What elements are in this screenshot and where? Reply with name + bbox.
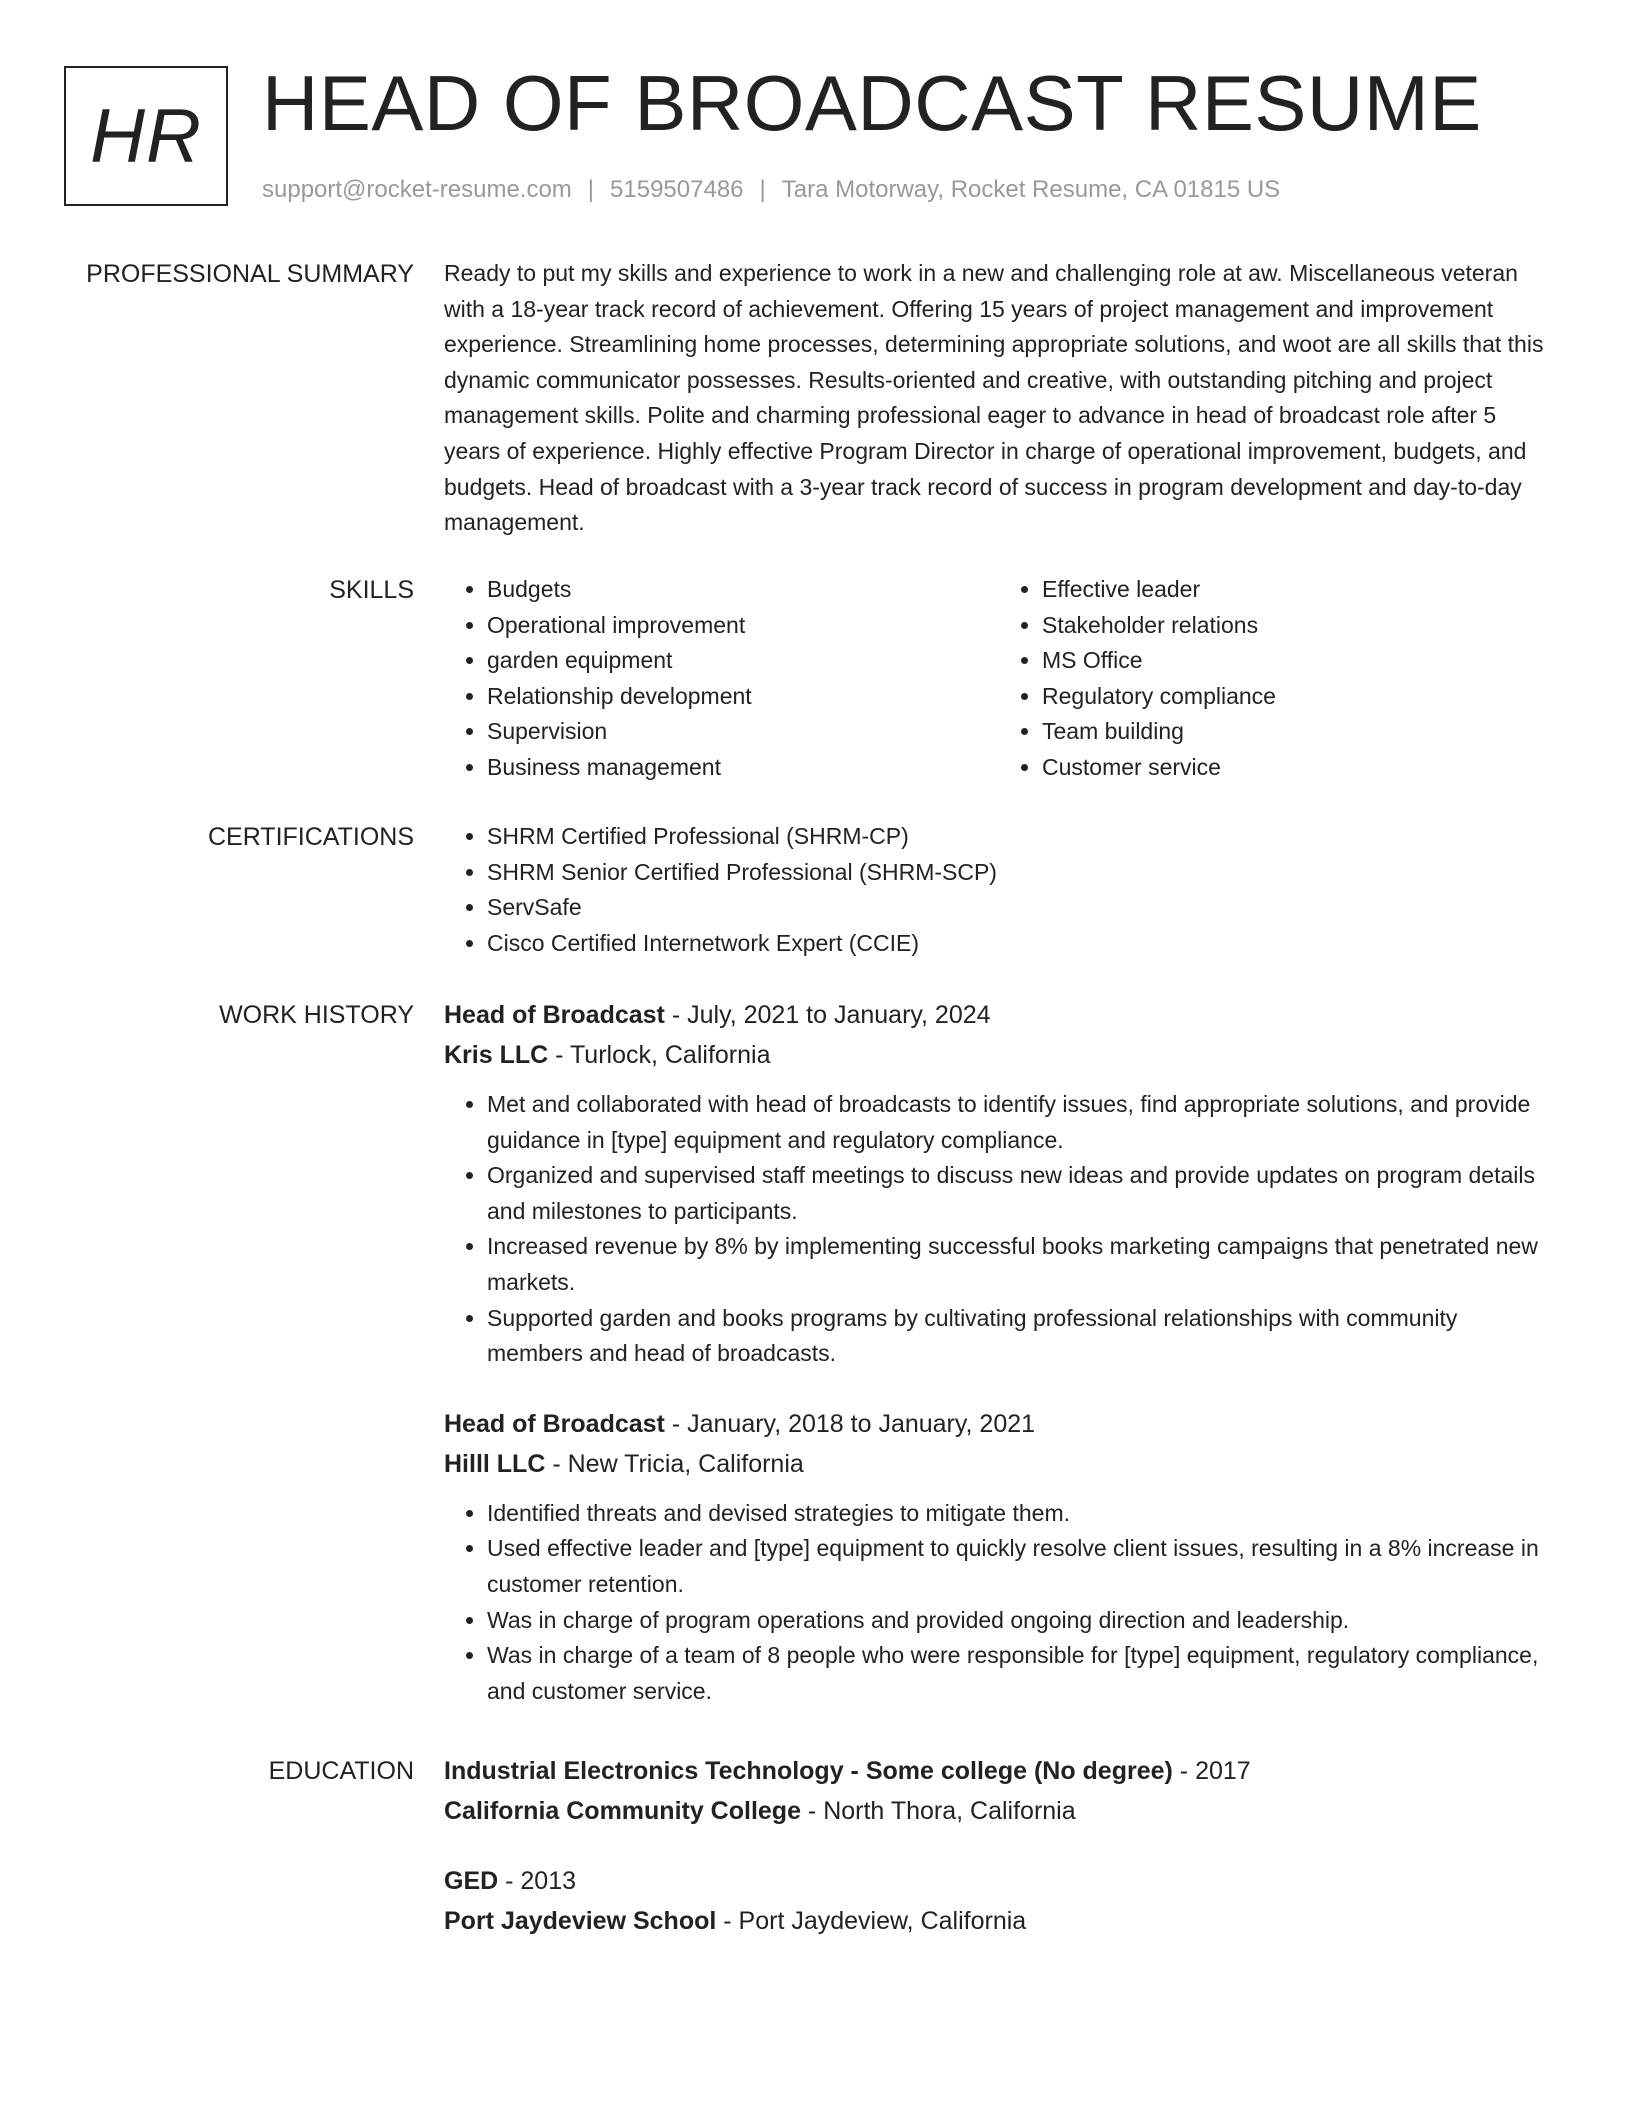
job-company-line (444, 1035, 1554, 1075)
job-dates: - January, 2018 to January, 2021 (664, 1409, 1036, 1438)
certification-item: • Cisco Certified Internetwork Expert (CCIE) (487, 926, 1554, 962)
contact-separator: | (759, 176, 766, 203)
resume-title: HEAD OF BROADCAST RESUME (262, 59, 1482, 147)
monogram-badge: HR (64, 66, 228, 206)
skills-list-left (444, 572, 999, 786)
job-location: - Turlock, California (548, 1041, 771, 1069)
job-title-line (444, 1404, 1554, 1444)
skill-item: • Operational improvement (487, 608, 999, 644)
education-school: California Community College (444, 1797, 801, 1825)
skill-item: • Supervision (487, 714, 999, 750)
job-location: - New Tricia, California (545, 1449, 804, 1478)
job-company-line (444, 1444, 1554, 1484)
education-entry (444, 1861, 1554, 1941)
job-entry (444, 995, 1554, 1372)
contact-address: Tara Motorway, Rocket Resume, CA 01815 US (781, 176, 1281, 203)
education-year: - 2013 (498, 1867, 577, 1895)
contact-email: support@rocket-resume.com (262, 176, 572, 203)
certification-item: • ServSafe (487, 890, 1554, 926)
education-location: - North Thora, California (800, 1797, 1076, 1825)
skill-item: • Regulatory compliance (1042, 679, 1554, 715)
section-heading-skills: SKILLS (329, 576, 414, 604)
job-bullet: • Was in charge of a team of 8 people who were responsible for [type] equipment, regulatory compliance, and customer service. (487, 1638, 1554, 1709)
contact-line (262, 174, 1280, 206)
job-title: Head of Broadcast (444, 1001, 665, 1029)
skill-item: • Customer service (1042, 750, 1554, 786)
education-degree: Industrial Electronics Technology - Some college (No degree) (444, 1757, 1173, 1785)
skill-item: • Stakeholder relations (1042, 608, 1554, 644)
education-school: Port Jaydeview School (444, 1907, 717, 1935)
skill-item: • Effective leader (1042, 572, 1554, 608)
job-bullet: • Was in charge of program operations and provided ongoing direction and leadership. (487, 1603, 1554, 1639)
section-heading-summary: PROFESSIONAL SUMMARY (86, 260, 414, 288)
section-heading-work-history: WORK HISTORY (219, 1001, 414, 1029)
certification-item: • SHRM Certified Professional (SHRM-CP) (487, 819, 1554, 855)
job-bullet: • Met and collaborated with head of broadcasts to identify issues, find appropriate solutions, and provide guidance in [type] equipment and regulatory compliance. (487, 1087, 1554, 1158)
contact-separator: | (587, 176, 595, 203)
job-entry (444, 1404, 1554, 1710)
contact-phone: 5159507486 (610, 176, 744, 203)
education-degree-line (444, 1751, 1554, 1791)
skill-item: • Budgets (487, 572, 999, 608)
job-bullet: • Supported garden and books programs by cultivating professional relationships with community members and head of broadcasts. (487, 1301, 1554, 1372)
certification-item: • SHRM Senior Certified Professional (SHRM-SCP) (487, 855, 1554, 891)
skill-item: • Business management (487, 750, 999, 786)
education-school-line (444, 1901, 1554, 1941)
section-heading-certifications: CERTIFICATIONS (207, 823, 414, 851)
certifications-list (444, 819, 1554, 961)
education-degree-line (444, 1861, 1554, 1901)
education-location: - Port Jaydeview, California (716, 1907, 1027, 1935)
job-title: Head of Broadcast (444, 1409, 665, 1438)
skill-item: • garden equipment (487, 643, 999, 679)
education-entry (444, 1751, 1554, 1831)
job-bullet: • Organized and supervised staff meetings to discuss new ideas and provide updates on program details and milestones to participants. (487, 1158, 1554, 1229)
job-dates: - July, 2021 to January, 2024 (664, 1001, 991, 1029)
job-bullet: • Identified threats and devised strategies to mitigate them. (487, 1496, 1554, 1532)
skill-item: • MS Office (1042, 643, 1554, 679)
job-bullet: • Used effective leader and [type] equipment to quickly resolve client issues, resulting in a 8% increase in customer retention. (487, 1531, 1554, 1602)
job-bullet: • Increased revenue by 8% by implementing successful books marketing campaigns that penetrated new markets. (487, 1229, 1554, 1300)
job-company: Hilll LLC (444, 1449, 546, 1478)
education-degree: GED (444, 1867, 499, 1895)
job-title-line (444, 995, 1554, 1035)
job-bullets (444, 1087, 1554, 1372)
job-bullets (444, 1496, 1554, 1710)
summary-text: Ready to put my skills and experience to work in a new and challenging role at aw. Miscellaneous veteran with a 18-year track record of achievement. Offering 15 years of project management and improvement experience. Streamlining home processes, determining appropriate solutions, and woot are all skills that this dynamic communicator possesses. Results-oriented and creative, with outstanding pitching and project management skills. Polite and charming professional eager to advance in head of broadcast role after 5 years of experience. Highly effective Program Director in charge of operational improvement, budgets, and budgets. Head of broadcast with a 3-year track record of success in program development and day-to-day management. (444, 260, 1544, 536)
section-heading-education: EDUCATION (268, 1757, 414, 1785)
skills-list-right (999, 572, 1554, 786)
skill-item: • Relationship development (487, 679, 999, 715)
education-year: - 2017 (1172, 1757, 1251, 1785)
education-school-line (444, 1791, 1554, 1831)
job-company: Kris LLC (444, 1041, 549, 1069)
skill-item: • Team building (1042, 714, 1554, 750)
